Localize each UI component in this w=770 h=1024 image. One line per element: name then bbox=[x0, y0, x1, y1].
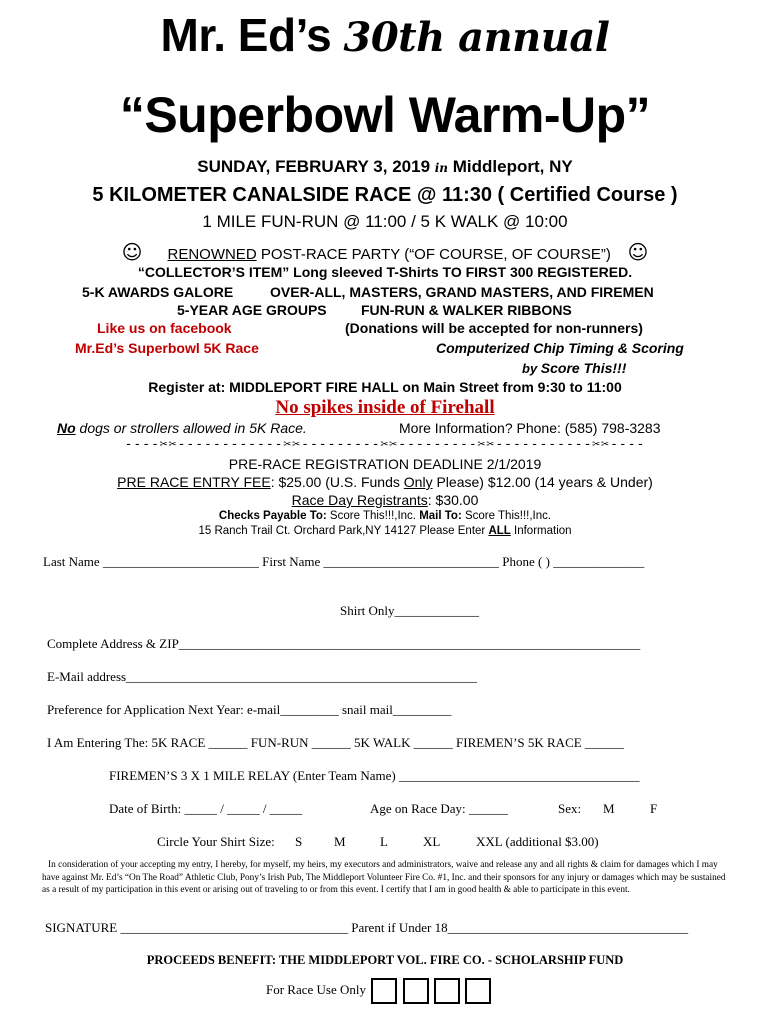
awards-left: 5-K AWARDS GALORE bbox=[82, 284, 234, 300]
score-this-line bbox=[522, 360, 626, 376]
race-day-fee: : $30.00 bbox=[427, 492, 479, 508]
event-date: SUNDAY, FEBRUARY 3, 2019 bbox=[197, 157, 435, 176]
checks-label: Checks Payable To: bbox=[218, 510, 327, 522]
date-of-birth-field[interactable]: Date of Birth: _____ / _____ / _____ bbox=[109, 801, 303, 816]
shirt-size-s[interactable]: S bbox=[295, 834, 303, 849]
cut-line: ----✂✂------------✂✂---------✂✂---------✂✂-----------✂✂---- bbox=[124, 437, 646, 452]
fun-run-line: 1 MILE FUN-RUN @ 11:00 / 5 K WALK @ 10:00 bbox=[202, 212, 568, 231]
mail-label: Mail To: bbox=[419, 510, 462, 522]
by-text: by bbox=[522, 361, 541, 376]
race-use-box bbox=[465, 978, 491, 1004]
signature-field[interactable]: SIGNATURE ___________________________________ Parent if Under 18_____________________________________ bbox=[45, 920, 689, 935]
event-title-main: “Superbowl Warm-Up” bbox=[119, 87, 651, 143]
race-day-label: Race Day Registrants bbox=[291, 492, 428, 508]
shirt-size-xxl[interactable]: XXL (additional $3.00) bbox=[476, 834, 599, 849]
race-use-box bbox=[403, 978, 429, 1004]
waiver-text: In consideration of your accepting my entry, I hereby, for myself, my heirs, my executors and administrators, waive and release any and all rights & claim for damages which I may have against Mr. Ed’s “On The Road” Athletic Club, Pony’s Irish Pub, The Middleport Volunteer Fire Co. #1, Inc. and their sponsors for any injury or damages which may be sustained as a result of my participation in this event or arising out of traveling to or from this event. I certify that I am in good health & able to participate in this event. bbox=[42, 860, 726, 895]
no-spikes-warning: No spikes inside of Firehall bbox=[275, 397, 495, 418]
checks-to: Score This!!!,Inc. bbox=[326, 510, 420, 522]
no-dogs-line bbox=[57, 420, 307, 436]
facebook-page-name: Mr.Ed’s Superbowl 5K Race bbox=[75, 340, 259, 356]
mail-address: 15 Ranch Trail Ct. Orchard Park,NY 14127 Please Enter bbox=[198, 525, 489, 537]
deadline-line: PRE-RACE REGISTRATION DEADLINE 2/1/2019 bbox=[228, 456, 542, 472]
address-all: ALL bbox=[488, 525, 511, 537]
email-field[interactable]: E-Mail address______________________________________________________ bbox=[47, 669, 478, 684]
event-title bbox=[0, 8, 770, 62]
ribbons: FUN-RUN & WALKER RIBBONS bbox=[361, 302, 572, 318]
fee-text-2: Please) $12.00 (14 years & Under) bbox=[432, 474, 653, 490]
shirt-only-field[interactable]: Shirt Only_____________ bbox=[340, 603, 480, 618]
age-groups: 5-YEAR AGE GROUPS bbox=[177, 302, 327, 318]
party-line bbox=[0, 240, 770, 264]
fee-only: Only bbox=[403, 474, 433, 490]
score-this: Score This!!! bbox=[540, 360, 627, 376]
smiley-icon: ☺ bbox=[121, 240, 143, 264]
title-prefix: Mr. Ed’s bbox=[160, 9, 344, 61]
more-info-phone: More Information? Phone: (585) 798-3283 bbox=[399, 420, 661, 436]
age-field[interactable]: Age on Race Day: ______ bbox=[370, 801, 508, 816]
race-use-label: For Race Use Only bbox=[266, 981, 370, 997]
address-info: Information bbox=[510, 525, 572, 537]
preference-field[interactable]: Preference for Application Next Year: e-mail_________ snail mail_________ bbox=[47, 702, 452, 717]
event-location: Middleport, NY bbox=[448, 157, 573, 176]
party-renowned: RENOWNED bbox=[167, 246, 257, 263]
no-dogs-text: dogs or strollers allowed in 5K Race. bbox=[75, 420, 307, 436]
register-line: Register at: MIDDLEPORT FIRE HALL on Main Street from 9:30 to 11:00 bbox=[148, 379, 622, 395]
title-anniversary: 30th annual bbox=[343, 14, 610, 61]
event-date-location bbox=[0, 157, 770, 177]
shirt-size-label: Circle Your Shirt Size: bbox=[157, 834, 275, 849]
entry-fee-line bbox=[0, 474, 770, 490]
sex-option-f[interactable]: F bbox=[650, 801, 658, 816]
relay-team-field[interactable]: FIREMEN’S 3 X 1 MILE RELAY (Enter Team Name) _____________________________________ bbox=[109, 768, 640, 783]
race-line: 5 KILOMETER CANALSIDE RACE @ 11:30 ( Certified Course ) bbox=[92, 184, 678, 206]
facebook-line: Like us on facebook bbox=[97, 320, 232, 336]
awards-right: OVER-ALL, MASTERS, GRAND MASTERS, AND FIREMEN bbox=[270, 284, 654, 300]
shirt-size-m[interactable]: M bbox=[334, 834, 346, 849]
race-day-line bbox=[0, 492, 770, 508]
payment-line bbox=[0, 510, 770, 522]
race-use-only bbox=[266, 978, 491, 1004]
fee-label: PRE RACE ENTRY FEE bbox=[117, 474, 271, 490]
race-use-box bbox=[371, 978, 397, 1004]
address-field[interactable]: Complete Address & ZIP_______________________________________________________________________ bbox=[47, 636, 641, 651]
sex-label: Sex: bbox=[558, 801, 582, 816]
sex-option-m[interactable]: M bbox=[603, 801, 615, 816]
event-entry-field[interactable]: I Am Entering The: 5K RACE ______ FUN-RUN ______ 5K WALK ______ FIREMEN’S 5K RACE ______ bbox=[47, 735, 624, 750]
name-phone-field[interactable]: Last Name ________________________ First Name ___________________________ Phone ( ) ______________ bbox=[43, 554, 645, 569]
no-dogs-no: No bbox=[57, 420, 76, 436]
race-use-box bbox=[434, 978, 460, 1004]
party-text: POST-RACE PARTY (“OF COURSE, OF COURSE”) bbox=[256, 246, 611, 263]
donations-line: (Donations will be accepted for non-runners) bbox=[345, 320, 643, 336]
shirt-size-xl[interactable]: XL bbox=[423, 834, 441, 849]
proceeds-line: PROCEEDS BENEFIT: THE MIDDLEPORT VOL. FIRE CO. - SCHOLARSHIP FUND bbox=[146, 953, 624, 967]
shirt-size-l[interactable]: L bbox=[380, 834, 388, 849]
tshirt-line: “COLLECTOR’S ITEM” Long sleeved T-Shirts TO FIRST 300 REGISTERED. bbox=[137, 264, 633, 280]
mail-address-line bbox=[0, 525, 770, 537]
fee-text: : $25.00 (U.S. Funds bbox=[270, 474, 404, 490]
chip-timing: Computerized Chip Timing & Scoring bbox=[436, 340, 684, 356]
mail-to: Score This!!!,Inc. bbox=[461, 510, 552, 522]
date-in: in bbox=[434, 161, 449, 175]
smiley-icon: ☺ bbox=[627, 240, 649, 264]
